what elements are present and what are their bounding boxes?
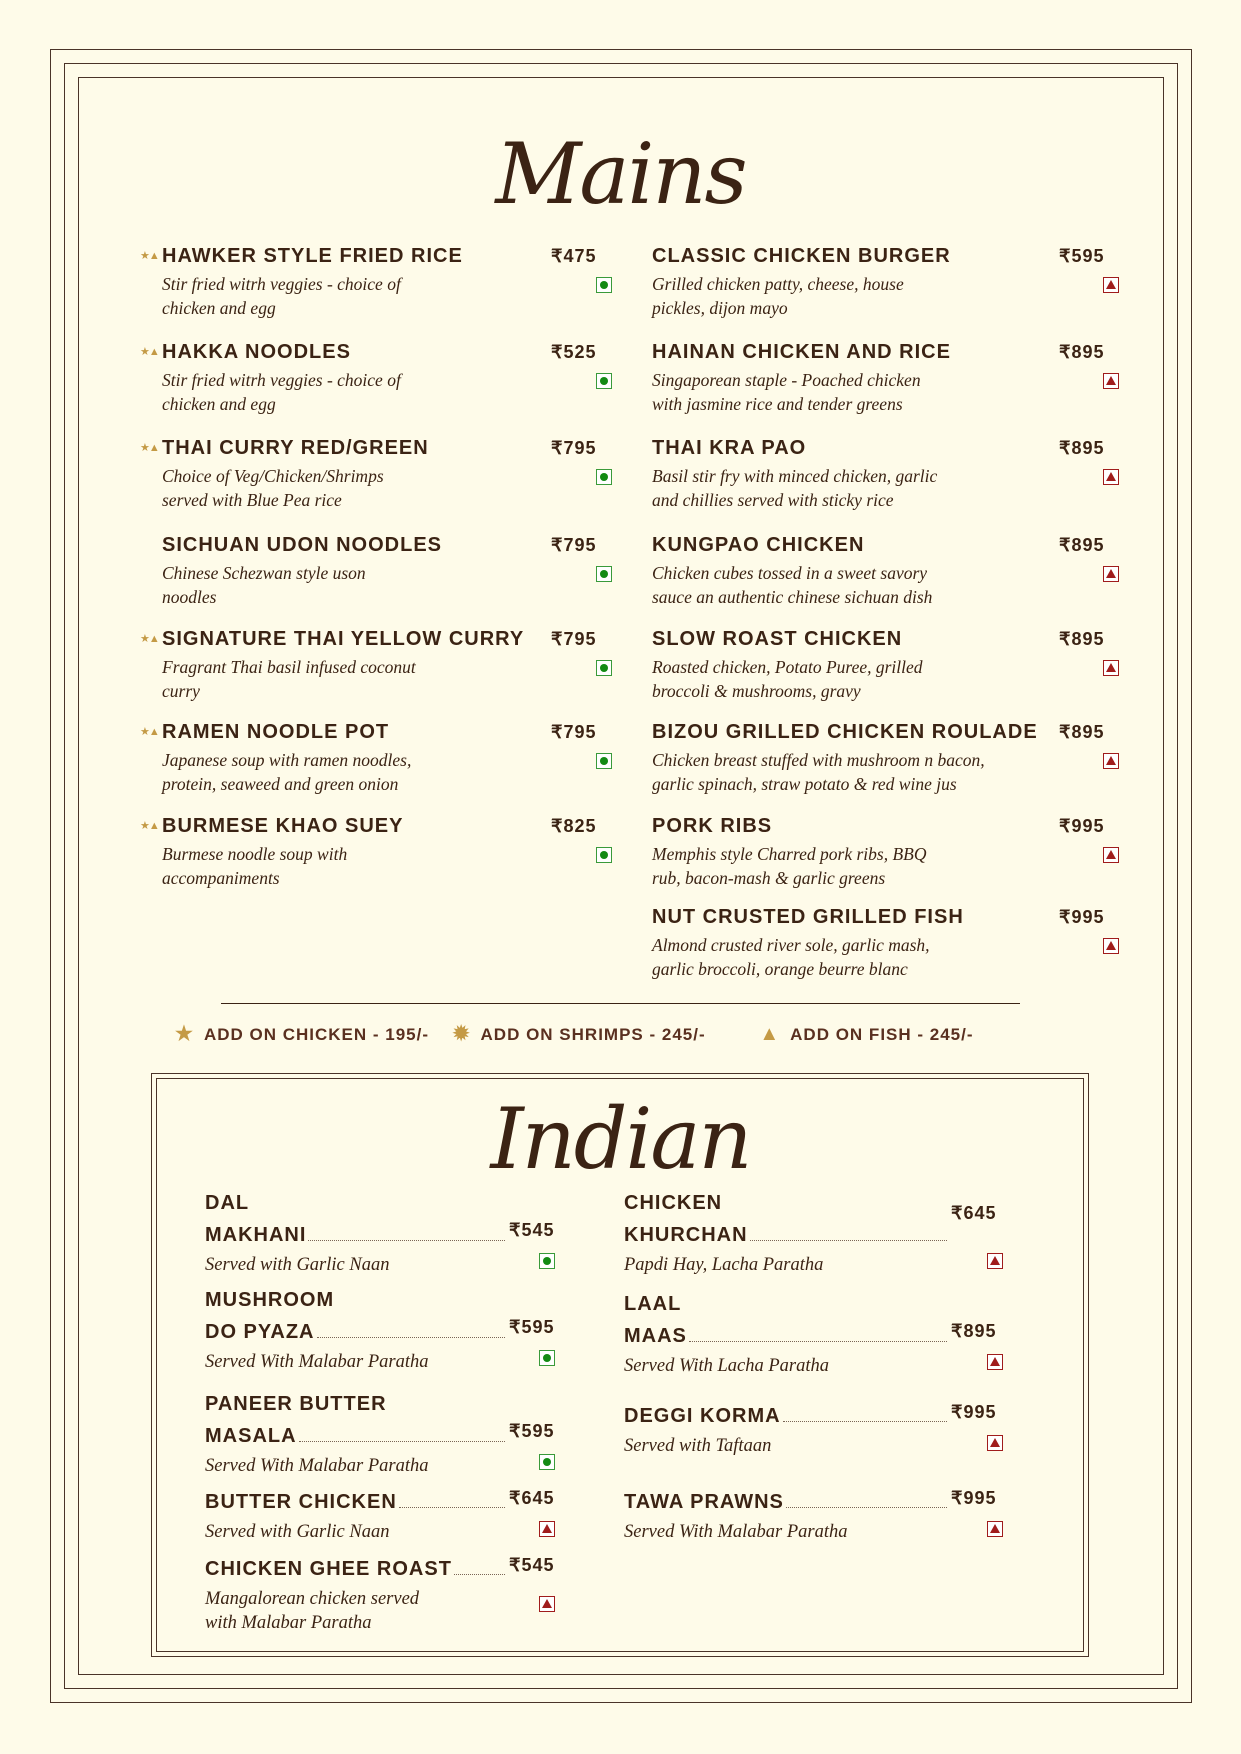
item-description (205, 1520, 509, 1544)
menu-item (162, 815, 403, 890)
item-price: ₹545 (509, 1220, 555, 1240)
veg-icon (596, 566, 612, 582)
non-veg-icon (1103, 373, 1119, 389)
item-price: ₹995 (1059, 816, 1105, 836)
item-name-text: BUTTER CHICKEN (205, 1491, 397, 1513)
item-name (205, 1425, 509, 1448)
description-line: protein, seaweed and green onion (162, 774, 399, 794)
item-price: ₹475 (551, 246, 597, 266)
non-veg-icon (1103, 847, 1119, 863)
description-line: Burmese noodle soup with (162, 844, 348, 864)
item-description (652, 842, 926, 890)
non-veg-icon (1103, 277, 1119, 293)
addon-label: ADD ON FISH - 245/- (790, 1025, 974, 1044)
menu-item (624, 1192, 951, 1277)
menu-item (205, 1558, 509, 1635)
addon-markers-icon: ★▲ (140, 633, 159, 645)
description-line: accompaniments (162, 868, 280, 888)
item-price: ₹795 (551, 438, 597, 458)
addon-chicken (175, 1021, 429, 1046)
menu-item (652, 815, 926, 890)
non-veg-icon (987, 1354, 1003, 1370)
addon-label: ADD ON CHICKEN - 195/- (203, 1025, 430, 1044)
description-line: Japanese soup with ramen noodles, (162, 750, 412, 770)
menu-item (624, 1293, 951, 1378)
item-description (652, 272, 951, 320)
item-description (162, 368, 401, 416)
description-line: rub, bacon-mash & garlic greens (652, 868, 886, 888)
item-name-line1: MUSHROOM (205, 1289, 335, 1311)
addon-label: ADD ON SHRIMPS - 245/- (480, 1025, 706, 1044)
item-name: SLOW ROAST CHICKEN (652, 628, 903, 650)
item-name (624, 1405, 951, 1428)
veg-icon (539, 1253, 555, 1269)
description-line: Served with Garlic Naan (205, 1522, 390, 1542)
veg-icon (596, 753, 612, 769)
item-name-text: MAAS (624, 1325, 687, 1347)
description-line: Served With Lacha Paratha (624, 1356, 830, 1376)
item-description (652, 464, 937, 512)
description-line: garlic broccoli, orange beurre blanc (652, 959, 908, 979)
description-line: sauce an authentic chinese sichuan dish (652, 587, 933, 607)
description-line: Chinese Schezwan style uson (162, 563, 366, 583)
description-line: served with Blue Pea rice (162, 490, 342, 510)
item-price: ₹545 (509, 1555, 555, 1575)
non-veg-icon (539, 1521, 555, 1537)
item-description (652, 933, 964, 981)
description-line: chicken and egg (162, 394, 276, 414)
addon-fish (759, 1023, 973, 1046)
description-line: curry (162, 681, 200, 701)
item-name: THAI CURRY RED/GREEN (162, 437, 429, 459)
item-price: ₹995 (1059, 907, 1105, 927)
veg-icon (539, 1350, 555, 1366)
item-price: ₹895 (1059, 438, 1105, 458)
item-price: ₹525 (551, 342, 597, 362)
section-divider (221, 1003, 1020, 1004)
item-description (162, 464, 429, 512)
item-name-text: TAWA PRAWNS (624, 1491, 784, 1513)
item-name: PORK RIBS (652, 815, 773, 837)
description-line: Served With Malabar Paratha (205, 1456, 429, 1476)
description-line: Basil stir fry with minced chicken, garlic (652, 466, 938, 486)
item-price: ₹595 (1059, 246, 1105, 266)
description-line: Served with Garlic Naan (205, 1255, 390, 1275)
item-name: BIZOU GRILLED CHICKEN ROULADE (652, 721, 1038, 743)
dot-leader (689, 1341, 947, 1342)
item-name-line1: LAAL (624, 1293, 682, 1315)
item-name-text: KHURCHAN (624, 1224, 748, 1246)
item-name-line1: CHICKEN (624, 1192, 723, 1214)
item-price: ₹595 (509, 1421, 555, 1441)
item-name: NUT CRUSTED GRILLED FISH (652, 906, 964, 928)
dot-leader (317, 1337, 505, 1338)
non-veg-icon (1103, 753, 1119, 769)
menu-item (162, 341, 401, 416)
addon-shrimps (453, 1021, 706, 1046)
veg-icon (539, 1454, 555, 1470)
description-line: with jasmine rice and tender greens (652, 394, 903, 414)
menu-item (652, 341, 951, 416)
non-veg-icon (1103, 660, 1119, 676)
item-price: ₹645 (509, 1488, 555, 1508)
item-description (162, 748, 411, 796)
veg-icon (596, 277, 612, 293)
item-name-text: CHICKEN GHEE ROAST (205, 1558, 452, 1580)
item-name (205, 1321, 509, 1344)
menu-item (652, 906, 964, 981)
item-name-text: DO PYAZA (205, 1321, 315, 1343)
menu-item (205, 1393, 509, 1478)
non-veg-icon (1103, 566, 1119, 582)
non-veg-icon (987, 1435, 1003, 1451)
description-line: garlic spinach, straw potato & red wine jus (652, 774, 957, 794)
menu-item (652, 437, 937, 512)
menu-item (205, 1491, 509, 1544)
item-description (162, 561, 442, 609)
description-line: Stir fried witrh veggies - choice of (162, 370, 401, 390)
item-name-text: DEGGI KORMA (624, 1405, 781, 1427)
addon-markers-icon: ★▲ (140, 442, 159, 454)
item-name: SIGNATURE THAI YELLOW CURRY (162, 628, 525, 650)
non-veg-icon (1103, 938, 1119, 954)
item-name-text: MASALA (205, 1425, 297, 1447)
description-line: Singaporean staple - Poached chicken (652, 370, 921, 390)
item-description (162, 272, 463, 320)
item-price: ₹645 (951, 1203, 997, 1223)
item-name (624, 1325, 951, 1348)
menu-item (162, 534, 442, 609)
item-price: ₹795 (551, 722, 597, 742)
dot-leader (786, 1507, 947, 1508)
dot-leader (454, 1574, 505, 1575)
description-line: chicken and egg (162, 298, 276, 318)
item-price: ₹795 (551, 629, 597, 649)
non-veg-icon (987, 1253, 1003, 1269)
dot-leader (308, 1240, 505, 1241)
description-line: Chicken cubes tossed in a sweet savory (652, 563, 928, 583)
triangle-icon: ▲ (759, 1023, 781, 1045)
dot-leader (299, 1441, 505, 1442)
description-line: Stir fried witrh veggies - choice of (162, 274, 401, 294)
item-name: KUNGPAO CHICKEN (652, 534, 865, 556)
description-line: Grilled chicken patty, cheese, house (652, 274, 904, 294)
menu-item (652, 721, 1038, 796)
non-veg-icon (1103, 469, 1119, 485)
item-name: CLASSIC CHICKEN BURGER (652, 245, 951, 267)
dot-leader (750, 1240, 947, 1241)
addon-markers-icon: ★▲ (140, 820, 159, 832)
item-description (652, 368, 951, 416)
item-description (624, 1520, 951, 1544)
item-name (205, 1558, 509, 1581)
item-name-text: MAKHANI (205, 1224, 307, 1246)
dot-leader (783, 1421, 947, 1422)
item-name-line1: DAL (205, 1192, 250, 1214)
item-name (205, 1224, 509, 1247)
item-price: ₹595 (509, 1317, 555, 1337)
item-name (624, 1491, 951, 1514)
description-line: Papdi Hay, Lacha Paratha (624, 1255, 824, 1275)
item-price: ₹825 (551, 816, 597, 836)
addon-markers-icon: ★▲ (140, 250, 159, 262)
item-name: HAWKER STYLE FRIED RICE (162, 245, 463, 267)
menu-item (205, 1192, 509, 1277)
item-price: ₹795 (551, 535, 597, 555)
item-price: ₹995 (951, 1402, 997, 1422)
item-description (624, 1434, 951, 1458)
veg-icon (596, 847, 612, 863)
description-line: noodles (162, 587, 217, 607)
description-line: and chillies served with sticky rice (652, 490, 894, 510)
menu-item (624, 1405, 951, 1458)
star-icon: ★ (175, 1023, 194, 1045)
item-name: BURMESE KHAO SUEY (162, 815, 404, 837)
mains-title: Mains (495, 125, 746, 223)
menu-item (162, 721, 411, 796)
non-veg-icon (987, 1521, 1003, 1537)
item-price: ₹895 (951, 1321, 997, 1341)
item-description (205, 1350, 509, 1374)
item-price: ₹895 (1059, 535, 1105, 555)
description-line: Served With Malabar Paratha (205, 1352, 429, 1372)
non-veg-icon (539, 1596, 555, 1612)
item-name: THAI KRA PAO (652, 437, 807, 459)
menu-item (624, 1491, 951, 1544)
item-description (205, 1253, 509, 1277)
addon-markers-icon: ★▲ (140, 726, 159, 738)
item-description (652, 561, 932, 609)
description-line: Served with Taftaan (624, 1436, 772, 1456)
menu-item (162, 437, 429, 512)
item-name: HAKKA NOODLES (162, 341, 351, 363)
menu-item (652, 245, 951, 320)
description-line: broccoli & mushrooms, gravy (652, 681, 861, 701)
dot-leader (399, 1507, 505, 1508)
item-name-line1: PANEER BUTTER (205, 1393, 387, 1415)
menu-item (652, 534, 932, 609)
item-description (162, 655, 524, 703)
menu-item (652, 628, 923, 703)
veg-icon (596, 660, 612, 676)
description-line: Fragrant Thai basil infused coconut (162, 657, 416, 677)
item-description (205, 1587, 509, 1635)
description-line: Mangalorean chicken served (205, 1589, 420, 1609)
menu-item (162, 628, 524, 703)
item-description (624, 1354, 951, 1378)
description-line: Chicken breast stuffed with mushroom n bacon, (652, 750, 985, 770)
item-name: RAMEN NOODLE POT (162, 721, 390, 743)
item-description (652, 655, 923, 703)
item-price: ₹895 (1059, 722, 1105, 742)
item-name: SICHUAN UDON NOODLES (162, 534, 443, 556)
burst-icon: ✹ (452, 1023, 471, 1045)
veg-icon (596, 469, 612, 485)
description-line: Choice of Veg/Chicken/Shrimps (162, 466, 384, 486)
description-line: Roasted chicken, Potato Puree, grilled (652, 657, 923, 677)
addon-markers-icon: ★▲ (140, 346, 159, 358)
description-line: with Malabar Paratha (205, 1613, 372, 1633)
item-price: ₹895 (1059, 342, 1105, 362)
veg-icon (596, 373, 612, 389)
item-description (162, 842, 403, 890)
menu-item (205, 1289, 509, 1374)
item-description (652, 748, 1038, 796)
addons-bar (175, 1021, 1075, 1046)
item-price: ₹995 (951, 1488, 997, 1508)
description-line: Memphis style Charred pork ribs, BBQ (652, 844, 927, 864)
description-line: pickles, dijon mayo (652, 298, 788, 318)
item-name (205, 1491, 509, 1514)
item-name (624, 1224, 951, 1247)
indian-title: Indian (490, 1090, 751, 1188)
item-name: HAINAN CHICKEN AND RICE (652, 341, 951, 363)
menu-item (162, 245, 463, 320)
item-description (205, 1454, 509, 1478)
item-price: ₹895 (1059, 629, 1105, 649)
description-line: Almond crusted river sole, garlic mash, (652, 935, 930, 955)
item-description (624, 1253, 951, 1277)
description-line: Served With Malabar Paratha (624, 1522, 848, 1542)
